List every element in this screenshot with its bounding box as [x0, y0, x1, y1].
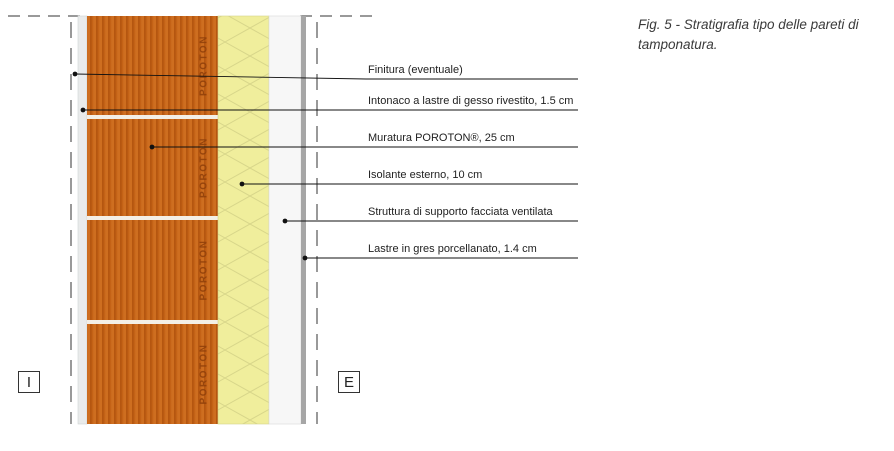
interior-side-box: I [18, 371, 40, 393]
plaster-layer [78, 16, 87, 424]
poroton-stamp: POROTON [198, 239, 210, 301]
layer-label: Isolante esterno, 10 cm [368, 169, 483, 181]
poroton-stamp: POROTON [198, 137, 210, 198]
mortar-joint [87, 115, 218, 119]
mortar-joint [87, 216, 218, 220]
mortar-joint [87, 320, 218, 324]
cladding-layer [301, 16, 306, 424]
layer-label: Muratura POROTON®, 25 cm [368, 132, 515, 144]
layer-label: Finitura (eventuale) [368, 64, 463, 76]
layer-label: Lastre in gres porcellanato, 1.4 cm [368, 243, 537, 255]
layer-label: Struttura di supporto facciata ventilata [368, 206, 553, 218]
masonry-layer [87, 16, 218, 424]
poroton-stamp: POROTON [198, 35, 210, 96]
poroton-stamp: POROTON [198, 343, 210, 405]
layer-label: Intonaco a lastre di gesso rivestito, 1.5 cm [368, 95, 574, 107]
exterior-side-box: E [338, 371, 360, 393]
figure-caption: Fig. 5 - Stratigrafia tipo delle pareti di tamponatura. [638, 17, 859, 52]
